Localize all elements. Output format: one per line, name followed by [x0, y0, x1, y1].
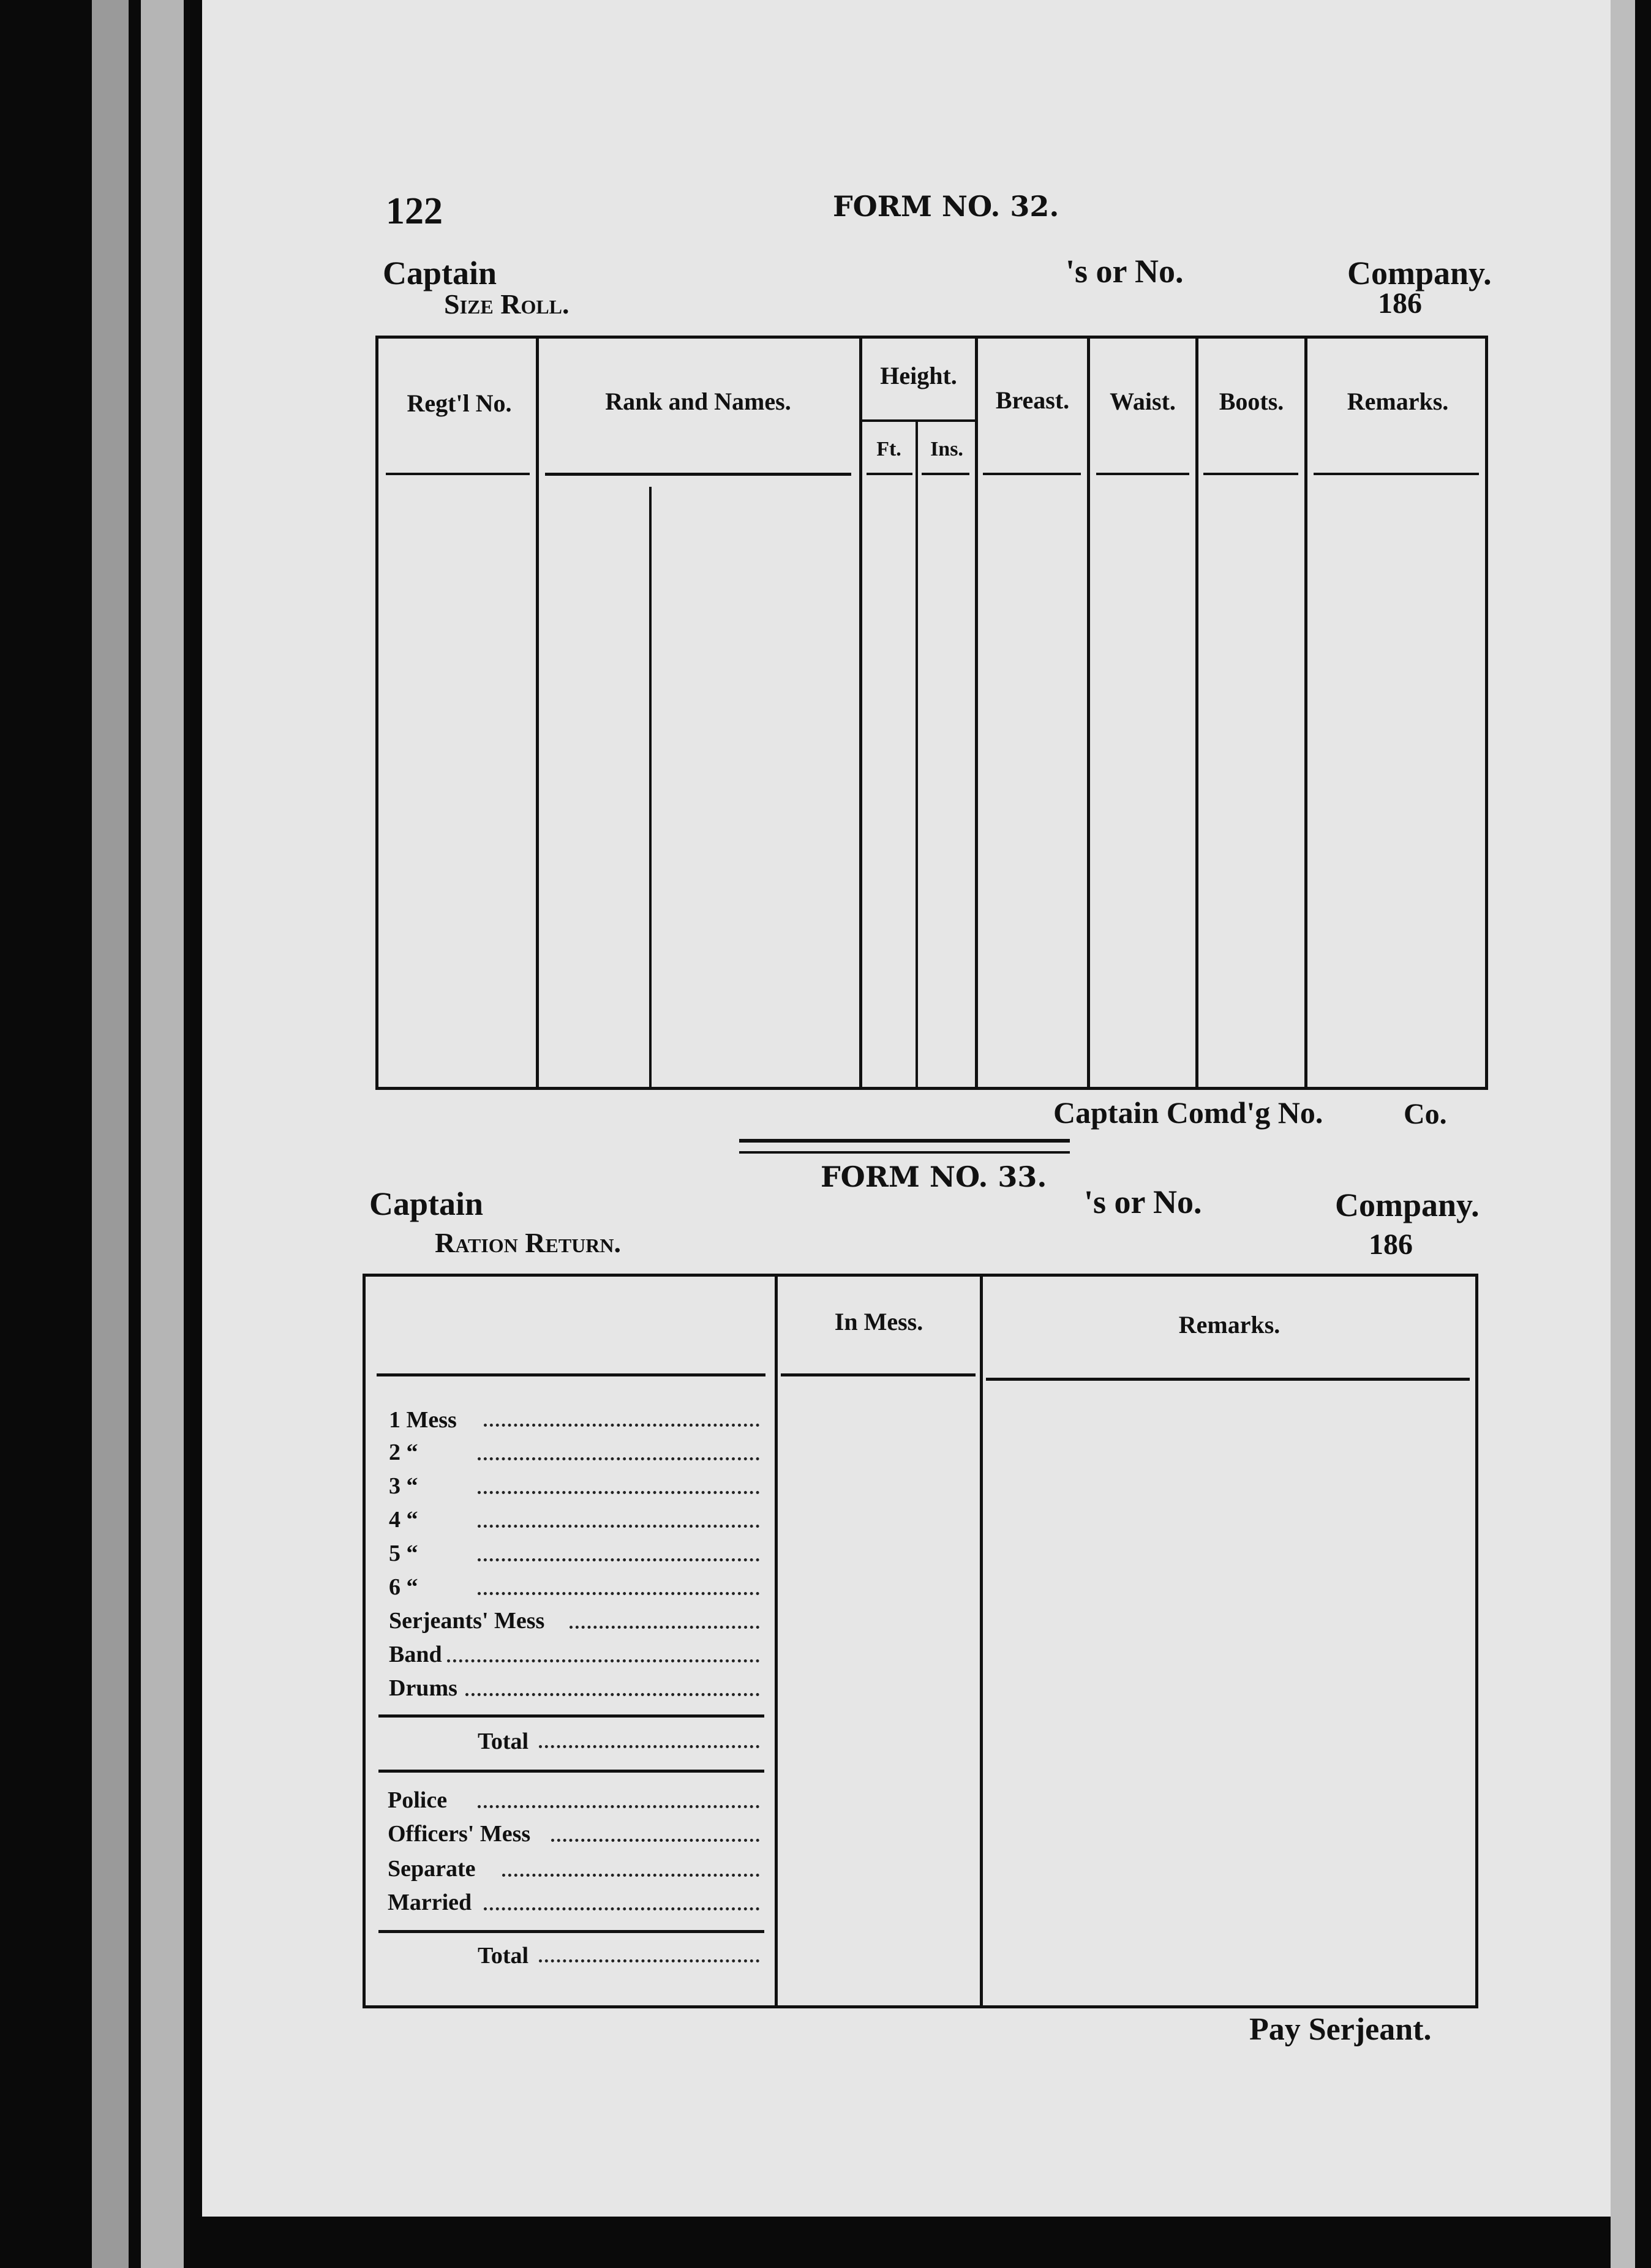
row-band: Band — [389, 1642, 442, 1667]
dot-leader — [539, 1745, 759, 1748]
ration-return-table — [363, 1274, 1478, 2008]
col-remarks: Remarks. — [1347, 388, 1449, 415]
col-regt-no: Regt'l No. — [407, 389, 512, 417]
page — [202, 0, 1611, 2217]
form33-year: 186 — [1369, 1228, 1413, 1261]
col-ft: Ft. — [876, 438, 901, 460]
form32-title: FORM NO. 32. — [833, 190, 1059, 223]
col-boots: Boots. — [1219, 388, 1284, 415]
dot-leader — [465, 1693, 759, 1696]
form32-company: Company. — [1347, 255, 1492, 291]
col-remarks-33: Remarks. — [1178, 1311, 1281, 1339]
page-number: 122 — [386, 190, 443, 232]
row-3-mess: 3 “ — [389, 1473, 418, 1499]
dot-leader — [478, 1592, 759, 1595]
form32-year: 186 — [1378, 287, 1422, 320]
form33-signature: Pay Serjeant. — [1249, 2012, 1432, 2047]
dot-leader — [570, 1626, 759, 1629]
row-married: Married — [388, 1890, 472, 1915]
row-2-mess: 2 “ — [389, 1440, 418, 1465]
row-1-mess: 1 Mess — [389, 1407, 457, 1433]
form33-captain: Captain — [369, 1185, 484, 1222]
form33-company: Company. — [1335, 1187, 1480, 1223]
row-5-mess: 5 “ — [389, 1541, 418, 1566]
form33-or-no: 's or No. — [1084, 1184, 1202, 1220]
form32-co: Co. — [1404, 1098, 1447, 1130]
book-edge-left-inner — [141, 0, 184, 2268]
book-edge-left — [92, 0, 129, 2268]
dot-leader — [502, 1874, 759, 1877]
col-in-mess: In Mess. — [834, 1308, 923, 1335]
col-rank-names: Rank and Names. — [605, 388, 791, 415]
col-waist: Waist. — [1110, 388, 1176, 415]
col-height: Height. — [880, 362, 957, 389]
form33-title: FORM NO. 33. — [821, 1160, 1047, 1193]
row-total-a: Total — [478, 1729, 529, 1754]
dot-leader — [447, 1659, 759, 1662]
book-edge-right — [1611, 0, 1635, 2268]
dot-leader — [478, 1525, 759, 1528]
dot-leader — [551, 1839, 759, 1842]
form33-subtitle: Ration Return. — [435, 1227, 621, 1258]
row-serjeants-mess: Serjeants' Mess — [389, 1608, 545, 1634]
dot-leader — [478, 1805, 759, 1808]
row-police: Police — [388, 1787, 448, 1813]
separator-rule — [739, 1139, 1070, 1143]
dot-leader — [478, 1457, 759, 1460]
row-total-b: Total — [478, 1943, 529, 1969]
form32-subtitle: Size Roll. — [444, 288, 570, 320]
form32-signature: Captain Comd'g No. — [1053, 1095, 1323, 1130]
col-ins: Ins. — [930, 438, 963, 460]
row-6-mess: 6 “ — [389, 1574, 418, 1600]
row-separate: Separate — [388, 1856, 476, 1882]
dot-leader — [478, 1491, 759, 1494]
dot-leader — [484, 1907, 759, 1910]
col-breast: Breast. — [995, 386, 1070, 414]
row-officers-mess: Officers' Mess — [388, 1821, 531, 1847]
form32-or-no: 's or No. — [1066, 253, 1184, 290]
dot-leader — [478, 1558, 759, 1561]
row-drums: Drums — [389, 1675, 457, 1701]
row-4-mess: 4 “ — [389, 1507, 418, 1533]
form32-captain: Captain — [383, 255, 497, 291]
dot-leader — [484, 1424, 759, 1427]
dot-leader — [539, 1959, 759, 1962]
